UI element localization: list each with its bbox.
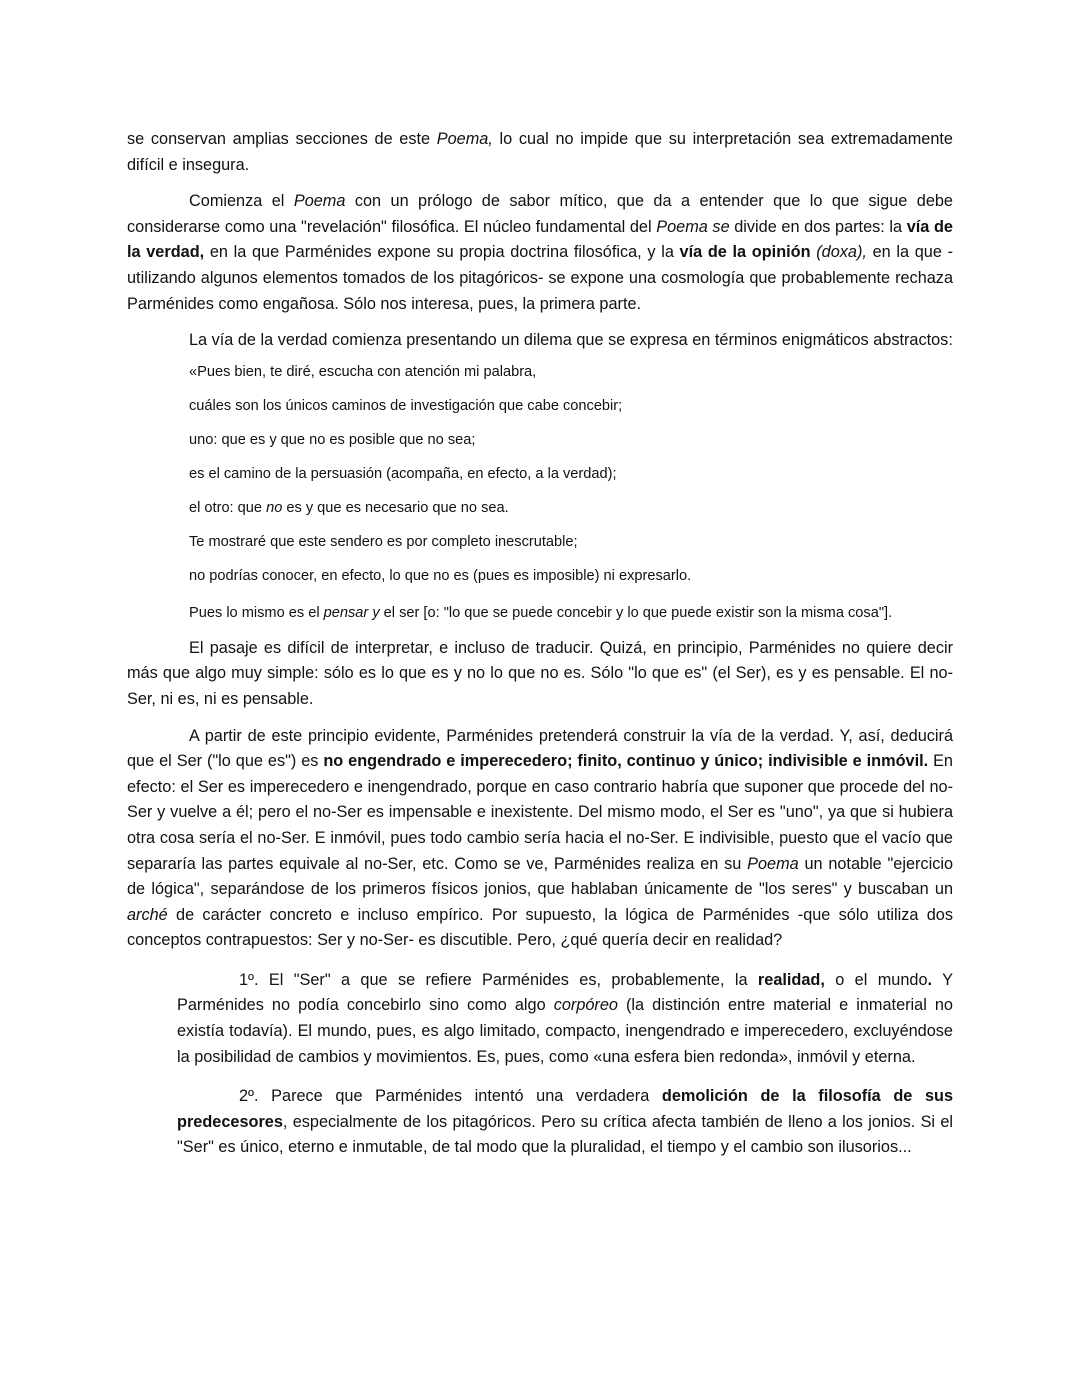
text-run: «Pues bien, te diré, escucha con atención mi palabra, [189, 363, 537, 380]
quote-line [189, 601, 913, 626]
text-run: A partir de este principio evidente, Parménides pretenderá construir la vía de la verdad. Y, así, deducirá que el Ser ("lo que es") es [127, 726, 953, 771]
text-run: En efecto: el Ser es imperecedero e inengendrado, porque en caso contrario habría que suponer que procede del no-Ser y vuelve a él; pero el no-Ser es impensable e inexistente. Del mismo modo, el Ser es "uno", ya que si hubiera otra cosa sería el no-Ser. E inmóvil, pues todo cambio sería hacia el no-Ser. E indivisible, puesto que el vacío que separaría las partes equivale al no-Ser, etc. Como se ve, Parménides realiza en su [127, 752, 953, 873]
text-run: El pasaje es difícil de interpretar, e incluso de traducir. Quizá, en principio, Parménides no quiere decir más que algo muy simple: sólo es lo que es y no lo que no es. Sólo "lo que es" (el Ser), es y es pensable. El no-Ser, ni es, ni es pensable. [127, 638, 953, 708]
text-run: cuáles son los únicos caminos de investigación que cabe concebir; [189, 397, 623, 414]
quote-line [189, 363, 953, 381]
bold-text: demolición de la filosofía de sus predecesores [177, 1087, 953, 1131]
quote-line [189, 397, 953, 415]
italic-text: Poema [747, 854, 799, 873]
paragraph-principio [127, 724, 953, 954]
quote-line [189, 533, 953, 551]
document-page [127, 127, 953, 1161]
bold-text: no engendrado e imperecedero; finito, continuo y único; indivisible e inmóvil. [323, 752, 929, 771]
text-run: Pues lo mismo es el [189, 604, 324, 621]
text-run: con un prólogo de sabor mítico, que da a entender que lo que sigue debe considerarse como una "revelación" filosófica. El núcleo fundamental del [127, 192, 953, 236]
quote-line [189, 465, 953, 483]
text-run: en la que Parménides expone su propia doctrina filosófica, y la [204, 243, 680, 262]
text-run: Y Parménides no podía concebirlo sino como algo [177, 970, 953, 1015]
text-run: , especialmente de los pitagóricos. Pero su crítica afecta también de lleno a los jonios. Si el "Ser" es único, eterno e inmutable, de tal modo que la pluralidad, el tiempo y el cambio son ilusorios... [177, 1112, 953, 1157]
text-run: La vía de la verdad comienza presentando un dilema que se expresa en términos enigmáticos abstractos: [189, 331, 953, 350]
quote-line [189, 567, 953, 585]
text-run: (la distinción entre material e inmaterial no existía todavía). El mundo, pues, es algo limitado, compacto, inengendrado e imperecedero, excluyéndose la posibilidad de cambios y movimientos. Es, pues, como «una esfera bien redonda», inmóvil y eterna. [177, 996, 953, 1066]
text-run: en la que -utilizando algunos elementos tomados de los pitagóricos- se expone una cosmología que probablemente rechaza Parménides como engañosa. Sólo nos interesa, pues, la primera parte. [127, 243, 953, 313]
text-run: es y que es necesario que no sea. [282, 499, 509, 516]
text-run: 2º. Parece que Parménides intentó una verdadera [239, 1087, 662, 1106]
bold-text: vía de la verdad, [127, 217, 953, 262]
paragraph-via-verdad [127, 328, 953, 354]
paragraph-intro [127, 127, 953, 178]
bold-text: . [927, 970, 933, 989]
poem-quote [189, 363, 953, 626]
italic-text: corpóreo [553, 996, 618, 1015]
text-run: o el mundo [824, 970, 928, 989]
italic-text: no [266, 499, 283, 516]
text-run: Te mostraré que este sendero es por completo inescrutable; [189, 533, 578, 550]
quote-line [189, 431, 953, 449]
text-run: de carácter concreto e incluso empírico. Por supuesto, la lógica de Parménides -que sólo utiliza dos conceptos contrapuestos: Ser y no-Ser- es discutible. Pero, ¿qué quería decir en realidad? [127, 905, 953, 950]
text-run: Comienza el [189, 192, 294, 211]
quote-line [189, 499, 953, 517]
text-run: el otro: que [189, 499, 267, 516]
text-run: no podrías conocer, en efecto, lo que no es (pues es imposible) ni expresarlo. [189, 567, 692, 584]
italic-text: Poema se [656, 217, 730, 236]
italic-text: arché [127, 905, 168, 924]
text-run: 1º. El "Ser" a que se refiere Parménides es, probablemente, la [239, 970, 758, 989]
paragraph-poema [127, 189, 953, 317]
italic-text: Poema, [436, 130, 493, 148]
numbered-point-1 [177, 968, 953, 1070]
paragraph-pasaje [127, 636, 953, 713]
italic-text: (doxa), [816, 243, 867, 262]
text-run: divide en dos partes: la [729, 217, 907, 236]
bold-text: vía de la opinión [679, 243, 811, 262]
text-run: es el camino de la persuasión (acompaña, en efecto, a la verdad); [189, 465, 617, 482]
text-run: uno: que es y que no es posible que no sea; [189, 431, 476, 448]
text-run: el ser [o: "lo que se puede concebir y lo que puede existir son la misma cosa"]. [379, 604, 893, 621]
italic-text: Poema [293, 192, 346, 211]
text-run: lo cual no impide que su interpretación sea extremadamente difícil e insegura. [127, 130, 953, 174]
bold-text: realidad, [757, 970, 825, 989]
text-run: se conservan amplias secciones de este [127, 130, 437, 148]
numbered-point-2 [177, 1084, 953, 1161]
italic-text: pensar y [323, 604, 380, 621]
text-run: un notable "ejercicio de lógica", separándose de los primeros físicos jonios, que hablaban únicamente de "los seres" y buscaban un [127, 854, 954, 899]
